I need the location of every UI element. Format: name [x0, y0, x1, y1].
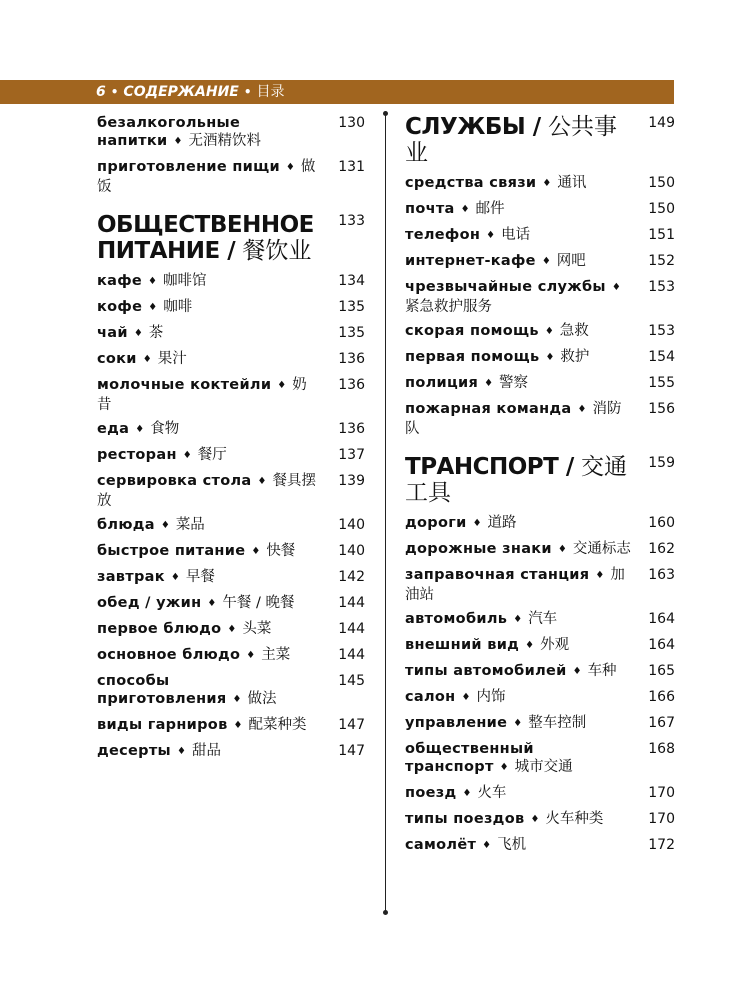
- toc-entry[interactable]: [405, 662, 675, 682]
- entry-title-zh: 内饰: [476, 689, 506, 705]
- entry-title-ru: еда: [97, 421, 130, 437]
- page-ref: 150: [648, 201, 675, 217]
- section-title-zh: 交通工具: [405, 454, 628, 506]
- entry-title-ru: общественный транспорт: [405, 741, 534, 775]
- page-ref: 147: [338, 717, 365, 733]
- entry-title-zh: 早餐: [185, 569, 215, 585]
- page-ref: 166: [648, 689, 675, 705]
- section-title-ru: СЛУЖБЫ /: [405, 114, 541, 140]
- entry-title-ru: кофе: [97, 299, 143, 315]
- entry-title-ru: безалкогольные напитки: [97, 115, 241, 149]
- page-ref: 134: [338, 273, 365, 289]
- toc-entry[interactable]: [97, 542, 365, 562]
- page-ref: 153: [648, 279, 675, 295]
- toc-entry[interactable]: [97, 672, 365, 710]
- section-title-zh: 公共事业: [405, 114, 617, 166]
- page-ref: 133: [338, 213, 365, 229]
- column-divider: [385, 113, 386, 913]
- bullet-diamond: ♦: [460, 204, 470, 215]
- entry-title-zh: 道路: [487, 515, 517, 531]
- entry-title-zh: 甜品: [191, 743, 221, 759]
- entry-title-ru: молочные коктейли: [97, 377, 272, 393]
- entry-title-zh: 交通标志: [572, 541, 631, 557]
- page-ref: 142: [338, 569, 365, 585]
- bullet-diamond: ♦: [499, 762, 509, 773]
- bullet-diamond: ♦: [257, 476, 267, 487]
- bullet-diamond: ♦: [611, 282, 621, 293]
- entry-title-ru: десерты: [97, 743, 171, 759]
- page-ref: 159: [648, 455, 675, 471]
- entry-title-ru: основное блюдо: [97, 647, 241, 663]
- entry-title-ru: типы поездов: [405, 811, 525, 827]
- entry-title-zh: 电话: [501, 227, 531, 243]
- bullet-diamond: ♦: [513, 614, 523, 625]
- toc-entry[interactable]: [97, 516, 365, 536]
- entry-title-zh: 外观: [540, 637, 570, 653]
- entry-title-ru: чай: [97, 325, 128, 341]
- page-ref: 168: [648, 741, 675, 757]
- entry-title-zh: 餐厅: [197, 447, 227, 463]
- page-ref: 152: [648, 253, 675, 269]
- bullet-diamond: ♦: [173, 136, 183, 147]
- page-ref: 144: [338, 647, 365, 663]
- entry-title-ru: салон: [405, 689, 456, 705]
- entry-title-ru: блюда: [97, 517, 155, 533]
- page-ref: 164: [648, 637, 675, 653]
- page-ref: 155: [648, 375, 675, 391]
- page-ref: 162: [648, 541, 675, 557]
- entry-title-ru: чрезвычайные службы: [405, 279, 606, 295]
- bullet-diamond: ♦: [530, 814, 540, 825]
- entry-title-ru: способы приготовления: [97, 673, 227, 707]
- bullet-diamond: ♦: [232, 694, 242, 705]
- page-ref: 165: [648, 663, 675, 679]
- entry-title-ru: интернет-кафе: [405, 253, 536, 269]
- entry-title-zh: 菜品: [175, 517, 205, 533]
- toc-entry[interactable]: [405, 636, 675, 656]
- bullet-diamond: ♦: [227, 624, 237, 635]
- section-title-ru: ОБЩЕСТВЕННОЕ ПИТАНИЕ /: [97, 212, 314, 264]
- toc-column-right: [405, 114, 675, 862]
- bullet-diamond: ♦: [486, 230, 496, 241]
- page-ref: 164: [648, 611, 675, 627]
- entry-title-ru: автомобиль: [405, 611, 508, 627]
- entry-title-zh: 警察: [499, 375, 529, 391]
- toc-entry[interactable]: [405, 784, 675, 804]
- page-ref: 139: [338, 473, 365, 489]
- toc-entry[interactable]: [405, 200, 675, 220]
- toc-entry[interactable]: [405, 374, 675, 394]
- entry-title-zh: 城市交通: [514, 759, 573, 775]
- section-title-ru: ТРАНСПОРТ /: [405, 454, 574, 480]
- entry-title-zh: 火车: [477, 785, 507, 801]
- toc-entry[interactable]: [97, 646, 365, 666]
- toc-column-left: [97, 114, 365, 768]
- toc-entry[interactable]: [97, 568, 365, 588]
- entry-title-zh: 汽车: [528, 611, 558, 627]
- toc-entry[interactable]: [405, 252, 675, 272]
- toc-entry[interactable]: [97, 742, 365, 762]
- toc-entry[interactable]: [405, 688, 675, 708]
- entry-title-ru: скорая помощь: [405, 323, 539, 339]
- bullet-diamond: ♦: [176, 746, 186, 757]
- bullet-diamond: ♦: [148, 276, 158, 287]
- entry-title-zh: 通讯: [557, 175, 587, 191]
- page-ref: 137: [338, 447, 365, 463]
- bullet-diamond: ♦: [135, 424, 145, 435]
- page-ref: 172: [648, 837, 675, 853]
- entry-title-zh: 急救: [559, 323, 589, 339]
- page-number: 6: [96, 84, 106, 100]
- entry-title-zh: 紧急救护服务: [405, 299, 492, 315]
- bullet-diamond: ♦: [544, 326, 554, 337]
- toc-entry[interactable]: [405, 714, 675, 734]
- header-title-ru: СОДЕРЖАНИЕ: [123, 84, 239, 100]
- bullet-diamond: ♦: [233, 720, 243, 731]
- entry-title-zh: 茶: [148, 325, 164, 341]
- bullet-diamond: ♦: [513, 718, 523, 729]
- toc-section-heading[interactable]: [405, 454, 675, 506]
- page-ref: 156: [648, 401, 675, 417]
- entry-title-ru: дороги: [405, 515, 467, 531]
- page-ref: 150: [648, 175, 675, 191]
- entry-title-ru: полиция: [405, 375, 479, 391]
- entry-title-ru: приготовление пищи: [97, 159, 280, 175]
- entry-title-ru: кафе: [97, 273, 143, 289]
- toc-entry[interactable]: [405, 400, 675, 438]
- entry-title-ru: средства связи: [405, 175, 537, 191]
- toc-entry[interactable]: [405, 566, 675, 604]
- toc-entry[interactable]: [405, 226, 675, 246]
- toc-section-heading[interactable]: [405, 114, 675, 166]
- page-ref: 151: [648, 227, 675, 243]
- bullet-diamond: ♦: [160, 520, 170, 531]
- bullet-diamond: ♦: [484, 378, 494, 389]
- bullet-diamond: ♦: [541, 256, 551, 267]
- entry-title-ru: самолёт: [405, 837, 477, 853]
- entry-title-ru: завтрак: [97, 569, 165, 585]
- bullet-diamond: ♦: [572, 666, 582, 677]
- toc-entry[interactable]: [405, 740, 675, 778]
- toc-entry[interactable]: [405, 322, 675, 342]
- entry-title-zh: 食物: [150, 421, 180, 437]
- entry-title-ru: почта: [405, 201, 455, 217]
- header-separator: •: [110, 85, 119, 99]
- toc-entry[interactable]: [97, 324, 365, 344]
- entry-title-zh: 网吧: [556, 253, 586, 269]
- page-ref: 140: [338, 517, 365, 533]
- entry-title-zh: 果汁: [157, 351, 187, 367]
- bullet-diamond: ♦: [277, 380, 287, 391]
- toc-entry[interactable]: [405, 278, 675, 316]
- entry-title-zh: 咖啡馆: [163, 273, 207, 289]
- entry-title-ru: быстрое питание: [97, 543, 246, 559]
- entry-title-zh: 无酒精饮料: [188, 133, 261, 149]
- toc-entry[interactable]: [97, 620, 365, 640]
- entry-title-zh: 餐具摆放: [97, 473, 316, 509]
- entry-title-ru: первое блюдо: [97, 621, 222, 637]
- header-separator: •: [243, 85, 252, 99]
- bullet-diamond: ♦: [142, 354, 152, 365]
- page-header: [96, 80, 285, 104]
- entry-title-ru: виды гарниров: [97, 717, 228, 733]
- entry-title-zh: 做法: [247, 691, 277, 707]
- bullet-diamond: ♦: [461, 692, 471, 703]
- entry-title-zh: 整车控制: [528, 715, 587, 731]
- entry-title-zh: 快餐: [266, 543, 296, 559]
- bullet-diamond: ♦: [182, 450, 192, 461]
- entry-title-zh: 午餐 / 晚餐: [222, 595, 295, 611]
- entry-title-zh: 飞机: [497, 837, 527, 853]
- toc-entry[interactable]: [405, 836, 675, 856]
- toc-entry[interactable]: [97, 114, 365, 152]
- page-ref: 153: [648, 323, 675, 339]
- page-ref: 167: [648, 715, 675, 731]
- entry-title-ru: внешний вид: [405, 637, 520, 653]
- toc-entry[interactable]: [405, 514, 675, 534]
- entry-title-ru: соки: [97, 351, 137, 367]
- section-title-zh: 餐饮业: [242, 238, 312, 264]
- bullet-diamond: ♦: [207, 598, 217, 609]
- toc-entry[interactable]: [97, 420, 365, 440]
- entry-title-zh: 做饭: [97, 159, 316, 195]
- entry-title-ru: первая помощь: [405, 349, 540, 365]
- page-ref: 149: [648, 115, 675, 131]
- header-title-zh: 目录: [256, 84, 285, 100]
- toc-entry[interactable]: [405, 610, 675, 630]
- page-ref: 170: [648, 785, 675, 801]
- page-ref: 145: [338, 673, 365, 689]
- page-ref: 136: [338, 351, 365, 367]
- entry-title-ru: телефон: [405, 227, 481, 243]
- entry-title-ru: управление: [405, 715, 508, 731]
- page-ref: 140: [338, 543, 365, 559]
- page-ref: 135: [338, 299, 365, 315]
- toc-entry[interactable]: [97, 472, 365, 510]
- page-ref: 154: [648, 349, 675, 365]
- bullet-diamond: ♦: [251, 546, 261, 557]
- entry-title-zh: 头菜: [242, 621, 272, 637]
- entry-title-ru: ресторан: [97, 447, 177, 463]
- entry-title-ru: сервировка стола: [97, 473, 252, 489]
- entry-title-zh: 加油站: [405, 567, 625, 603]
- page-ref: 136: [338, 421, 365, 437]
- bullet-diamond: ♦: [472, 518, 482, 529]
- page-ref: 163: [648, 567, 675, 583]
- toc-entry[interactable]: [97, 446, 365, 466]
- entry-title-ru: обед / ужин: [97, 595, 202, 611]
- entry-title-zh: 火车种类: [545, 811, 604, 827]
- entry-title-zh: 车种: [587, 663, 617, 679]
- page-ref: 170: [648, 811, 675, 827]
- bullet-diamond: ♦: [542, 178, 552, 189]
- toc-section-heading[interactable]: [97, 212, 365, 264]
- page-header-bar: [0, 80, 674, 104]
- toc-entry[interactable]: [405, 810, 675, 830]
- entry-title-ru: заправочная станция: [405, 567, 590, 583]
- page-ref: 130: [338, 115, 365, 131]
- entry-title-zh: 配菜种类: [248, 717, 307, 733]
- entry-title-zh: 咖啡: [163, 299, 193, 315]
- toc-entry[interactable]: [97, 298, 365, 318]
- entry-title-zh: 主菜: [261, 647, 291, 663]
- toc-entry[interactable]: [405, 174, 675, 194]
- bullet-diamond: ♦: [285, 162, 295, 173]
- bullet-diamond: ♦: [545, 352, 555, 363]
- toc-entry[interactable]: [97, 376, 365, 414]
- toc-entry[interactable]: [97, 350, 365, 370]
- entry-title-ru: дорожные знаки: [405, 541, 552, 557]
- bullet-diamond: ♦: [148, 302, 158, 313]
- bullet-diamond: ♦: [525, 640, 535, 651]
- bullet-diamond: ♦: [246, 650, 256, 661]
- entry-title-zh: 奶昔: [97, 377, 307, 413]
- toc-entry[interactable]: [97, 158, 365, 196]
- entry-title-zh: 救护: [560, 349, 590, 365]
- bullet-diamond: ♦: [557, 544, 567, 555]
- bullet-diamond: ♦: [595, 570, 605, 581]
- page-ref: 147: [338, 743, 365, 759]
- page-ref: 135: [338, 325, 365, 341]
- bullet-diamond: ♦: [170, 572, 180, 583]
- page-ref: 160: [648, 515, 675, 531]
- bullet-diamond: ♦: [577, 404, 587, 415]
- page-ref: 144: [338, 595, 365, 611]
- entry-title-zh: 消防队: [405, 401, 622, 437]
- page-ref: 136: [338, 377, 365, 393]
- toc-entry[interactable]: [97, 594, 365, 614]
- toc-entry[interactable]: [97, 272, 365, 292]
- entry-title-zh: 邮件: [475, 201, 505, 217]
- bullet-diamond: ♦: [482, 840, 492, 851]
- bullet-diamond: ♦: [133, 328, 143, 339]
- bullet-diamond: ♦: [462, 788, 472, 799]
- entry-title-ru: поезд: [405, 785, 457, 801]
- toc-entry[interactable]: [405, 348, 675, 368]
- page-ref: 131: [338, 159, 365, 175]
- entry-title-ru: пожарная команда: [405, 401, 572, 417]
- page-ref: 144: [338, 621, 365, 637]
- toc-entry[interactable]: [405, 540, 675, 560]
- toc-entry[interactable]: [97, 716, 365, 736]
- entry-title-ru: типы автомобилей: [405, 663, 567, 679]
